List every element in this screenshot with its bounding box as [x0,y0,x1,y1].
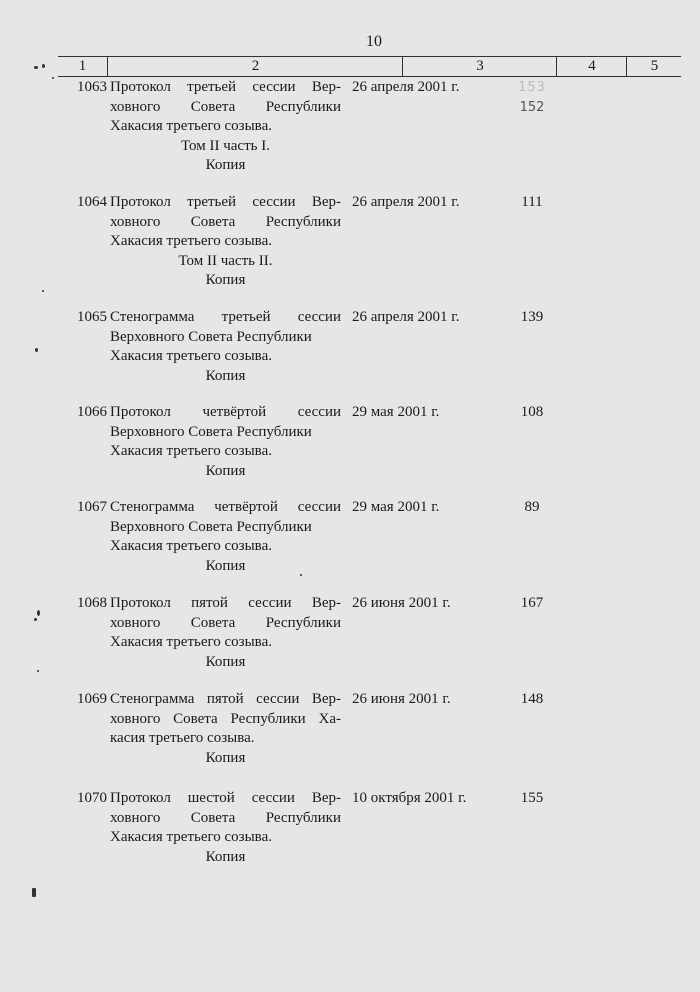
title-line: Стенограмма четвёртой сессии [110,499,341,515]
table-header [58,56,681,77]
scan-speck [34,618,37,621]
entry-date: 29 мая 2001 г. [352,499,440,515]
title-line: Верховного Совета Республики [110,423,312,440]
entry-title [110,498,341,576]
title-line: Протокол третьей сессии Вер- [110,194,341,210]
entry-number: 1064 [77,194,107,210]
scan-speck [37,670,39,672]
title-line: Хакасия третьего созыва. [110,118,272,134]
copy-label: Копия [205,462,246,479]
title-line: Хакасия третьего созыва. [110,348,272,364]
entry-pages: 111 [521,194,543,210]
entry-date: 26 июня 2001 г. [352,595,451,611]
title-line: Стенограмма пятой сессии Вер- [110,691,341,707]
entry-number: 1069 [77,691,107,707]
title-line: Протокол шестой сессии Вер- [110,790,341,806]
entry-pages: 148 [520,691,544,707]
column-header-1: 1 [78,58,87,74]
scan-speck [37,610,40,616]
entry-pages: 89 [524,499,540,515]
entry-title [110,789,341,867]
entry-date: 26 июня 2001 г. [352,691,451,707]
copy-label: Копия [205,157,246,173]
entry-number: 1065 [77,309,107,325]
title-line: Стенограмма третьей сессии [110,309,341,325]
copy-label: Копия [205,367,246,384]
entry-title [110,403,341,481]
entry-title [110,193,341,291]
title-line: Хакасия третьего созыва. [110,634,272,650]
title-line: Протокол пятой сессии Вер- [110,595,341,611]
copy-label: Копия [205,848,246,865]
column-header-2: 2 [107,57,403,76]
copy-label: Копия [205,557,246,574]
title-line: Протокол четвёртой сессии [110,404,341,420]
copy-label: Копия [205,749,246,766]
scan-speck [42,64,45,68]
title-line: Хакасия третьего созыва. [110,443,272,459]
entry-date: 10 октября 2001 г. [352,790,467,806]
entry-pages [508,78,556,117]
scan-speck [300,574,302,576]
scan-speck [42,290,44,292]
entry-date: 26 апреля 2001 г. [352,79,460,95]
title-line: касия третьего созыва. [110,730,255,746]
title-line: ховного Совета Республики [110,809,341,826]
title-line: ховного Совета Республики [110,98,341,115]
entry-date: 26 апреля 2001 г. [352,194,460,210]
entry-title [110,690,341,768]
title-line: Верховного Совета Республики [110,518,312,535]
title-line: ховного Совета Республики [110,614,341,631]
scan-speck [52,77,54,79]
title-line: ховного Совета Республики [110,213,341,230]
entry-pages: 167 [520,595,544,611]
copy-label: Копия [205,272,246,288]
entry-date: 26 апреля 2001 г. [352,309,460,325]
entry-title [110,594,341,672]
column-header-4: 4 [556,57,627,76]
entry-number: 1068 [77,595,107,611]
page-number: 10 [366,33,382,50]
title-line: ховного Совета Республики Ха- [110,710,341,727]
title-line: Хакасия третьего созыва. [110,538,272,554]
title-line: Хакасия третьего созыва. [110,233,272,249]
entry-title [110,308,341,386]
entry-date: 29 мая 2001 г. [352,404,440,420]
entry-number: 1063 [77,79,107,95]
title-line: Верховного Совета Республики [110,328,312,345]
title-line: Протокол третьей сессии Вер- [110,79,341,95]
volume-line: Том II часть I. [181,137,270,154]
struck-page-count: 153 [518,80,546,95]
entry-number: 1070 [77,790,107,806]
column-header-3: 3 [402,57,557,76]
copy-label: Копия [205,653,246,670]
handwritten-page-count: 152 [519,99,545,115]
title-line: Хакасия третьего созыва. [110,829,272,845]
volume-line: Том II часть II. [178,252,273,269]
entry-pages: 139 [520,309,544,325]
entry-title [110,78,341,176]
scan-speck [34,66,38,69]
scan-speck [32,888,36,897]
entry-pages: 155 [520,790,544,806]
entry-number: 1067 [77,499,107,515]
column-header-5: 5 [626,57,682,76]
scan-speck [35,348,38,352]
entry-number: 1066 [77,404,107,420]
entry-pages: 108 [520,404,544,420]
